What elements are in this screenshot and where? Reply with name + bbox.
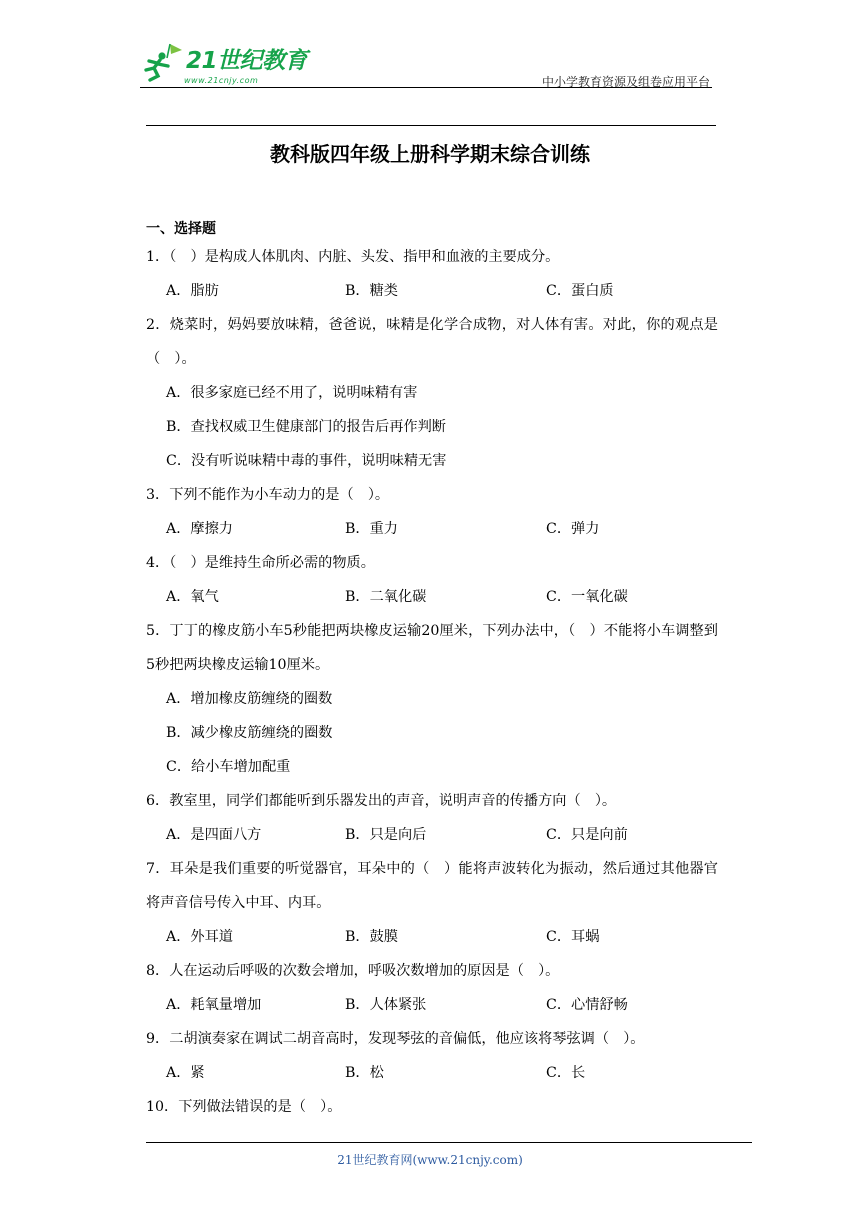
question-9-options bbox=[146, 1056, 718, 1090]
option-c[interactable]: C．一氧化碳 bbox=[546, 589, 628, 605]
option-c[interactable]: C．没有听说味精中毒的事件，说明味精无害 bbox=[166, 453, 447, 469]
option-c[interactable]: C．弹力 bbox=[546, 521, 600, 537]
runner-logo-icon bbox=[140, 42, 184, 82]
header-divider bbox=[140, 87, 712, 88]
option-a[interactable]: A．外耳道 bbox=[166, 929, 233, 945]
option-b[interactable]: B．松 bbox=[345, 1065, 384, 1081]
question-10-stem: 10．下列做法错误的是（ ）。 bbox=[146, 1099, 342, 1115]
option-a[interactable]: A．是四面八方 bbox=[166, 827, 262, 843]
option-a[interactable]: A．紧 bbox=[166, 1065, 205, 1081]
question-4-stem: 4．（ ）是维持生命所必需的物质。 bbox=[146, 555, 375, 571]
site-logo[interactable] bbox=[140, 42, 310, 90]
option-a[interactable]: A．摩擦力 bbox=[166, 521, 233, 537]
logo-brand-text: 21世纪教育 bbox=[186, 48, 308, 74]
platform-label: 中小学教育资源及组卷应用平台 bbox=[541, 75, 710, 89]
option-c[interactable]: C．蛋白质 bbox=[546, 283, 614, 299]
question-9-stem: 9．二胡演奏家在调试二胡音高时，发现琴弦的音偏低，他应该将琴弦调（ ）。 bbox=[146, 1031, 645, 1047]
option-c[interactable]: C．给小车增加配重 bbox=[166, 759, 291, 775]
option-a[interactable]: A．耗氧量增加 bbox=[166, 997, 262, 1013]
question-6-options bbox=[146, 818, 718, 852]
question-2-stem: 2．烧菜时，妈妈要放味精，爸爸说，味精是化学合成物，对人体有害。对此，你的观点是（ ）。 bbox=[146, 317, 718, 367]
option-b[interactable]: B．鼓膜 bbox=[345, 929, 398, 945]
logo-url-text: www.21cnjy.com bbox=[184, 76, 259, 85]
option-b[interactable]: B．人体紧张 bbox=[345, 997, 427, 1013]
question-3-options bbox=[146, 512, 718, 546]
option-b[interactable]: B．二氧化碳 bbox=[345, 589, 427, 605]
question-7-stem: 7．耳朵是我们重要的听觉器官，耳朵中的（ ）能将声波转化为振动，然后通过其他器官将声音信号传入中耳、内耳。 bbox=[146, 861, 718, 911]
question-list bbox=[146, 218, 718, 1124]
option-a[interactable]: A．脂肪 bbox=[166, 283, 219, 299]
option-c[interactable]: C．心情舒畅 bbox=[546, 997, 628, 1013]
question-6-stem: 6．教室里，同学们都能听到乐器发出的声音，说明声音的传播方向（ ）。 bbox=[146, 793, 617, 809]
question-1-options bbox=[146, 274, 718, 308]
option-c[interactable]: C．只是向前 bbox=[546, 827, 628, 843]
title-divider bbox=[146, 125, 716, 126]
option-a[interactable]: A．增加橡皮筋缠绕的圈数 bbox=[166, 691, 333, 707]
option-b[interactable]: B．糖类 bbox=[345, 283, 398, 299]
option-b[interactable]: B．只是向后 bbox=[345, 827, 427, 843]
option-c[interactable]: C．长 bbox=[546, 1065, 586, 1081]
option-a[interactable]: A．氧气 bbox=[166, 589, 219, 605]
option-b[interactable]: B．查找权威卫生健康部门的报告后再作判断 bbox=[166, 419, 446, 435]
question-7-options bbox=[146, 920, 718, 954]
question-4-options bbox=[146, 580, 718, 614]
question-5-stem: 5．丁丁的橡皮筋小车5秒能把两块橡皮运输20厘米，下列办法中，（ ）不能将小车调整到5秒把两块橡皮运输10厘米。 bbox=[146, 623, 718, 673]
section-heading: 一、选择题 bbox=[146, 221, 216, 237]
question-8-options bbox=[146, 988, 718, 1022]
option-c[interactable]: C．耳蜗 bbox=[546, 929, 600, 945]
footer-link[interactable]: 21世纪教育网(www.21cnjy.com) bbox=[337, 1153, 523, 1167]
option-b[interactable]: B．重力 bbox=[345, 521, 398, 537]
footer-divider bbox=[146, 1142, 752, 1143]
option-b[interactable]: B．减少橡皮筋缠绕的圈数 bbox=[166, 725, 333, 741]
document-title: 教科版四年级上册科学期末综合训练 bbox=[270, 142, 590, 166]
question-1-stem: 1．（ ）是构成人体肌肉、内脏、头发、指甲和血液的主要成分。 bbox=[146, 249, 560, 265]
question-3-stem: 3．下列不能作为小车动力的是（ ）。 bbox=[146, 487, 390, 503]
question-8-stem: 8．人在运动后呼吸的次数会增加，呼吸次数增加的原因是（ ）。 bbox=[146, 963, 560, 979]
option-a[interactable]: A．很多家庭已经不用了，说明味精有害 bbox=[166, 385, 418, 401]
